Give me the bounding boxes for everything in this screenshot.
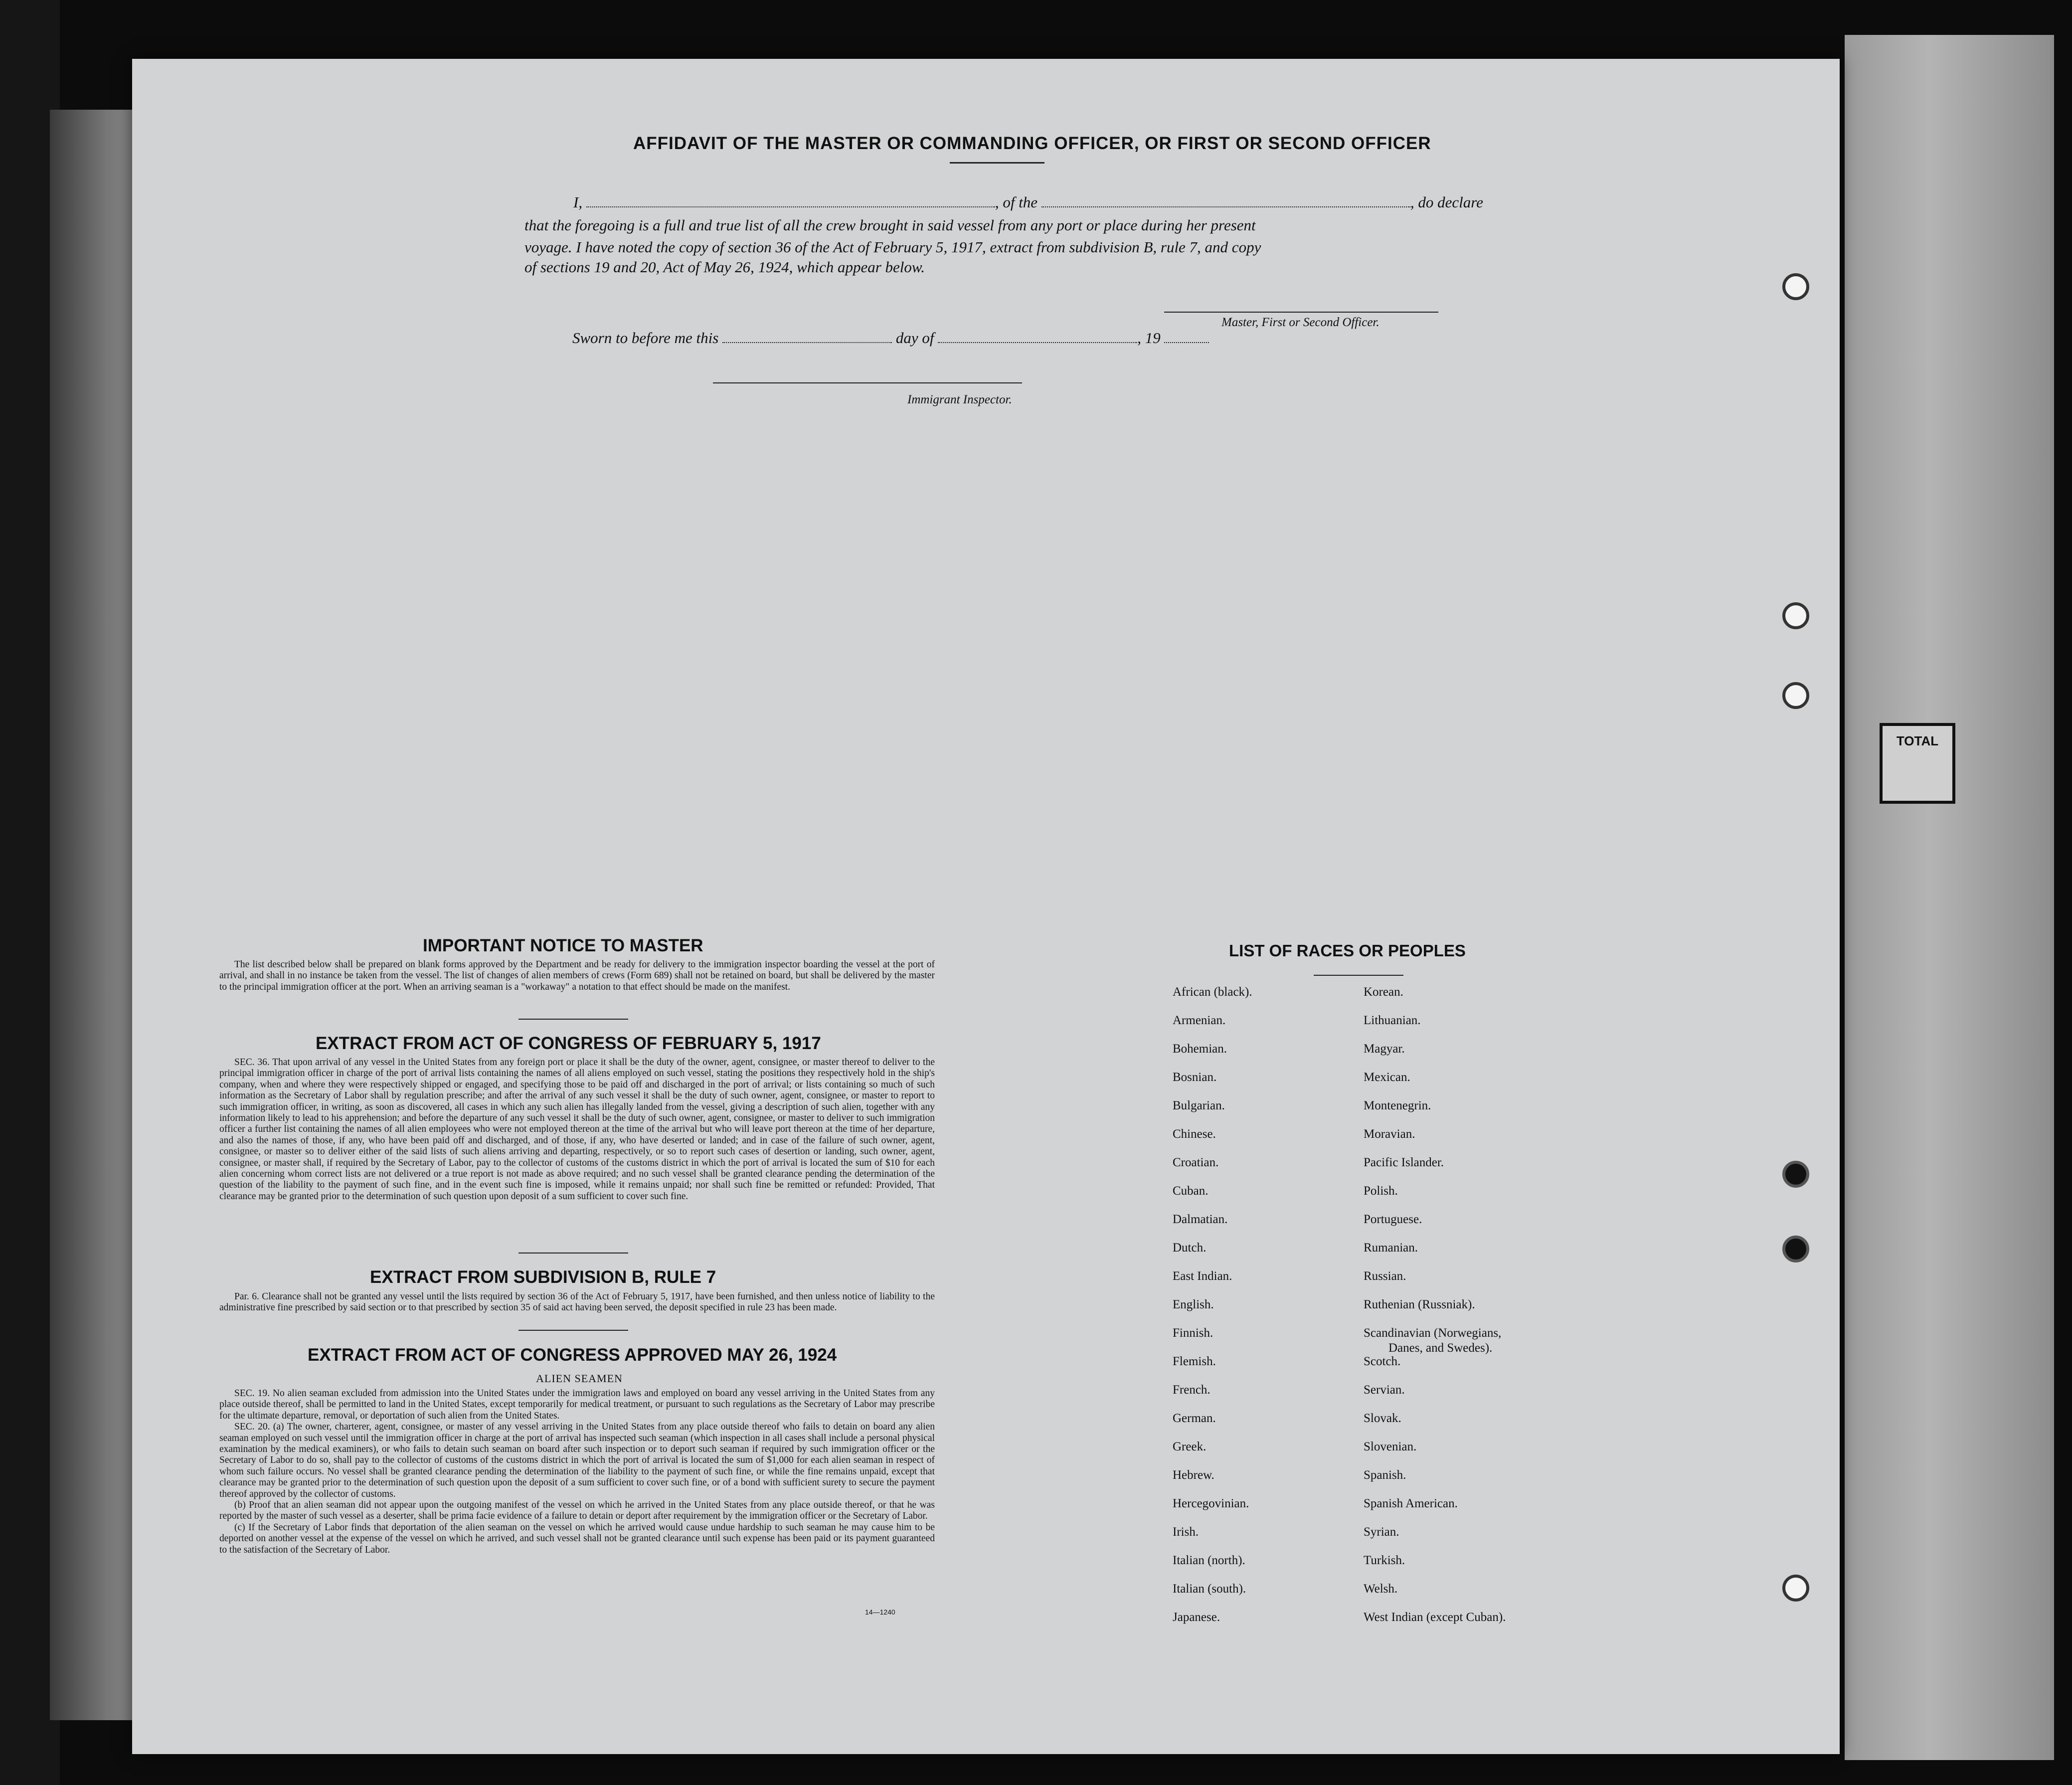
extract-1917-title: EXTRACT FROM ACT OF CONGRESS OF FEBRUARY 5, 1917 (316, 1034, 821, 1053)
race-item: West Indian (except Cuban). (1364, 1610, 1506, 1624)
inspector-signature-label: Immigrant Inspector. (907, 393, 1012, 406)
race-item: German. (1173, 1412, 1216, 1425)
subdivision-text: Par. 6. Clearance shall not be granted any vessel until the lists required by section 36 of the Act of February 5, 1917, have been furnished, and then unless notice of liability to the administrative fine prescribed by said section or to that prescribed by section 35 of said act having been served, the deposit specified in rule 23 has been made. (219, 1291, 935, 1313)
race-item: Slovak. (1364, 1412, 1401, 1425)
race-item: Welsh. (1364, 1582, 1398, 1596)
punch-hole (1782, 602, 1809, 629)
punch-hole (1782, 1161, 1809, 1188)
alien-seamen-subtitle: ALIEN SEAMEN (536, 1372, 623, 1385)
race-item: Polish. (1364, 1184, 1398, 1198)
race-item: Spanish. (1364, 1468, 1406, 1482)
race-item: Hebrew. (1173, 1468, 1214, 1482)
punch-hole (1782, 1575, 1809, 1602)
declaration-line-3: voyage. I have noted the copy of section 36 of the Act of February 5, 1917, extract from subdivision B, rule 7, and copy (524, 238, 1261, 256)
race-item: Russian. (1364, 1269, 1406, 1283)
race-item: Rumanian. (1364, 1241, 1418, 1254)
declaration-line-1: I, , of the , do declare (573, 193, 1483, 211)
punch-hole (1782, 1236, 1809, 1262)
races-column-1 (1173, 985, 1252, 1638)
race-item: Moravian. (1364, 1127, 1415, 1141)
subdivision-divider (518, 1330, 628, 1331)
race-item: African (black). (1173, 985, 1252, 999)
race-item: Spanish American. (1364, 1497, 1458, 1510)
race-item: Irish. (1173, 1525, 1199, 1539)
race-item: Japanese. (1173, 1610, 1220, 1624)
master-signature-label: Master, First or Second Officer. (1221, 316, 1380, 329)
race-item: Greek. (1173, 1440, 1207, 1453)
extract-1917-text: SEC. 36. That upon arrival of any vessel in the United States from any foreign port or place it shall be the duty of the owner, agent, consignee, or master thereof to deliver to the principal immigration officer in charge of the port of arrival lists containing the names of all aliens employed on such vessel, stating the positions they respectively hold in the ship's company, when and where they were respectively shipped or engaged, and specifying those to be paid off and discharged in the port of arrival; or lists containing so much of such information as the Secretary of Labor shall by regulation prescribe; and after the arrival of any such vessel it shall be the duty of such owner, agent, consignee, or master to report to such immigration officer, in writing, as soon as discovered, all cases in which any such alien has illegally landed from the vessel, giving a description of such alien, together with any information likely to lead to his apprehension; and before the departure of any such vessel it shall be the duty of such owner, agent, consignee, or master to deliver to such immigration officer a further list containing the names of all alien employees who were not employed thereon at the time of the arrival but who will leave port thereon at the time of her departure, and also the names of those, if any, who have been paid off and discharged, and of those, if any, who have deserted or landed; and in case of the failure of such owner, agent, consignee, or master so to deliver either of the said lists of such aliens arriving and departing, respectively, or so to report such cases of desertion or landing, such owner, agent, consignee, or master shall, if required by the Secretary of Labor, pay to the collector of customs of the customs district in which the port of arrival is located the sum of $10 for each alien concerning whom correct lists are not delivered or a true report is not made as above required; and no such vessel shall be granted clearance pending the determination of the question of the liability to the payment of such fine, and in the event such fine is imposed, while it remains unpaid; nor shall such fine be remitted or refunded: Provided, That clearance may be granted prior to the determination of such question upon deposit of a sum sufficient to cover such fine. (219, 1057, 935, 1202)
race-item: Montenegrin. (1364, 1099, 1431, 1112)
notice-divider (518, 1019, 628, 1020)
race-item: Chinese. (1173, 1127, 1216, 1141)
underlying-page-left (50, 110, 145, 1720)
race-item: Dutch. (1173, 1241, 1207, 1254)
race-item: Pacific Islander. (1364, 1156, 1444, 1169)
race-item: Syrian. (1364, 1525, 1399, 1539)
race-item: Italian (south). (1173, 1582, 1246, 1596)
race-item: Turkish. (1364, 1554, 1405, 1567)
race-item: Bosnian. (1173, 1071, 1217, 1084)
race-item: Mexican. (1364, 1071, 1410, 1084)
races-title: LIST OF RACES OR PEOPLES (1229, 941, 1466, 960)
master-signature-line (1164, 312, 1438, 313)
race-item: English. (1173, 1298, 1214, 1311)
race-item: Portuguese. (1364, 1213, 1422, 1226)
title-underline (950, 162, 1044, 164)
notice-title: IMPORTANT NOTICE TO MASTER (423, 936, 703, 955)
race-item-scandinavian: Scandinavian (Norwegians, Danes, and Swedes). (1364, 1326, 1506, 1354)
race-item: Korean. (1364, 985, 1403, 999)
race-item: East Indian. (1173, 1269, 1232, 1283)
extract-1917-divider (518, 1252, 628, 1253)
race-item: French. (1173, 1383, 1210, 1397)
race-item: Slovenian. (1364, 1440, 1417, 1453)
subdivision-title: EXTRACT FROM SUBDIVISION B, RULE 7 (370, 1267, 716, 1287)
sworn-line: Sworn to before me this day of , 19 (572, 329, 1209, 347)
punch-hole (1782, 273, 1809, 300)
races-column-2 (1364, 985, 1506, 1638)
race-item: Flemish. (1173, 1355, 1216, 1368)
race-item: Bulgarian. (1173, 1099, 1225, 1112)
tally-label: TOTAL (1896, 733, 1939, 748)
declaration-line-4: of sections 19 and 20, Act of May 26, 1924, which appear below. (524, 258, 925, 276)
declaration-line-2: that the foregoing is a full and true list of all the crew brought in said vessel from any port or place during her present (524, 216, 1256, 234)
race-item: Magyar. (1364, 1042, 1405, 1056)
underlying-page-right (1845, 35, 2054, 1760)
extract-1924-title: EXTRACT FROM ACT OF CONGRESS APPROVED MAY 26, 1924 (308, 1345, 837, 1365)
race-item: Croatian. (1173, 1156, 1219, 1169)
race-item-continuation: Danes, and Swedes). (1388, 1341, 1493, 1355)
notice-text: The list described below shall be prepared on blank forms approved by the Department and be ready for delivery to the immigration inspector boarding the vessel at the port of arrival, and shall in no instance be taken from the vessel. The list of changes of alien members of crews (Form 689) shall not be retained on board, but shall be delivered by the master to the principal immigration officer at the port. When an arriving seaman is a "workaway" a notation to that effect should be made on the manifest. (219, 959, 935, 992)
tally-box (1880, 723, 1955, 804)
race-item: Servian. (1364, 1383, 1405, 1397)
race-item: Ruthenian (Russniak). (1364, 1298, 1475, 1311)
race-item: Armenian. (1173, 1014, 1226, 1027)
punch-hole (1782, 682, 1809, 709)
affidavit-title: AFFIDAVIT OF THE MASTER OR COMMANDING OFFICER, OR FIRST OR SECOND OFFICER (633, 134, 1431, 153)
extract-1924-text: SEC. 19. No alien seaman excluded from admission into the United States under the immigration laws and employed on board any vessel arriving in the United States from any place outside thereof, shall be permitted to land in the United States, except temporarily for medical treatment, or pursuant to such regulations as the Secretary of Labor may prescribe for the ultimate departure, removal, or deportation of such alien from the United States. SEC. 20. (a) The owner, charterer, agent, consignee, or master of any vessel arriving in the United States from any place outside thereof who fails to detain on board any alien seaman employed on such vessel until the immigration officer in charge at the port of arrival has inspected such seaman (which inspection in all cases shall include a personal physical examination by the medical examiners), or who fails to detain such seaman on board after such inspection or to deport such seaman if required by such immigration officer or the Secretary of Labor to do so, shall pay to the collector of customs of the customs district in which the port of arrival is located the sum of $1,000 for each alien seaman in respect of whom such failure occurs. No vessel shall be granted clearance pending the determination of the liability to the payment of such fine, or while the fine remains unpaid, except that clearance may be granted prior to the determination of such question upon the deposit of a sum sufficient to cover such fine, or of a bond with sufficient surety to secure the payment thereof approved by the collector of customs. (b) Proof that an alien seaman did not appear upon the outgoing manifest of the vessel on which he arrived in the United States from any place outside thereof, or that he was reported by the master of such vessel as a deserter, shall be prima facie evidence of a failure to detain or deport after requirement by the immigration officer or the Secretary of Labor. (c) If the Secretary of Labor finds that deportation of the alien seaman on the vessel on which he arrived would cause undue hardship to such seaman he may cause him to be deported on another vessel at the expense of the vessel on which he arrived, and such vessel shall not be granted clearance until such expense has been paid or its payment guaranteed to the satisfaction of the Secretary of Labor. (219, 1388, 935, 1555)
race-item: Bohemian. (1173, 1042, 1227, 1056)
race-item: Scotch. (1364, 1355, 1401, 1368)
races-title-underline (1314, 975, 1403, 976)
inspector-signature-line (713, 382, 1022, 383)
race-item: Cuban. (1173, 1184, 1209, 1198)
form-number: 14—1240 (865, 1608, 895, 1616)
race-item: Finnish. (1173, 1326, 1213, 1340)
race-item: Hercegovinian. (1173, 1497, 1249, 1510)
race-item: Dalmatian. (1173, 1213, 1228, 1226)
race-item: Lithuanian. (1364, 1014, 1421, 1027)
race-item: Italian (north). (1173, 1554, 1245, 1567)
